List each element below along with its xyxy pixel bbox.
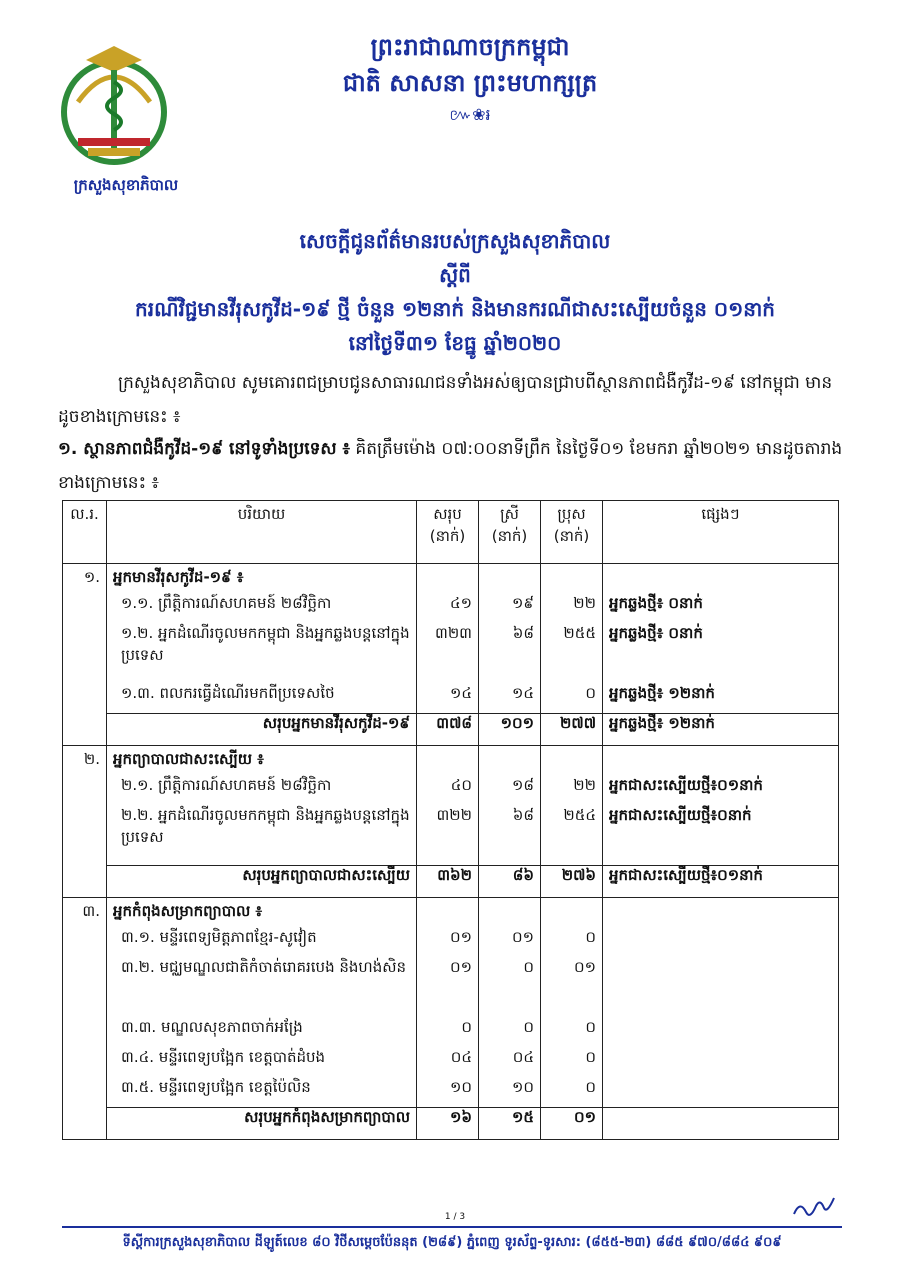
- title-line-2: ស្តីពី: [439, 263, 471, 287]
- row-description: ៣.១. មន្ទីរពេទ្យមិត្តភាពខ្មែរ-សូវៀត: [107, 928, 417, 958]
- row-other: [603, 1048, 839, 1078]
- row-other: អ្នកឆ្លងថ្មី៖ ០នាក់: [603, 594, 839, 624]
- table-total-row: [63, 1108, 839, 1140]
- total-other: [603, 1108, 839, 1140]
- table-row: [63, 1078, 839, 1108]
- row-female: ១៩: [479, 594, 541, 624]
- row-total: ៤១: [417, 594, 479, 624]
- row-total: ៤០: [417, 776, 479, 806]
- ministry-logo-icon: [58, 42, 170, 170]
- row-male: ០១: [541, 958, 603, 1018]
- total-male: ២៧៦: [541, 866, 603, 898]
- row-female: ០១: [479, 928, 541, 958]
- covid-status-table: [62, 500, 839, 1140]
- table-row: [63, 928, 839, 958]
- table-row: [63, 806, 839, 866]
- total-female: ១០១: [479, 714, 541, 746]
- row-total: ១៤: [417, 684, 479, 714]
- table-header-row: [63, 501, 839, 564]
- kingdom-heading: ព្រះរាជាណាចក្រកម្ពុជា: [370, 33, 570, 61]
- total-label: សរុបអ្នកព្យាបាលជាសះស្បើយ: [107, 866, 417, 898]
- group-title: អ្នកកំពុងសម្រាកព្យាបាល ៖: [107, 898, 417, 928]
- row-total: ១០: [417, 1078, 479, 1108]
- title-line-4: នៅថ្ងៃទី៣១ ខែធ្នូ ឆ្នាំ២០២០: [348, 331, 562, 355]
- ornament: ៚❀៛: [449, 105, 491, 124]
- table-group-row: [63, 746, 839, 776]
- group-number: ១.: [63, 564, 107, 594]
- col-header-male: ប្រុស (នាក់): [541, 501, 603, 564]
- row-male: ២២: [541, 776, 603, 806]
- table-row: [63, 1048, 839, 1078]
- row-other: អ្នកជាសះស្បើយថ្មី៖០នាក់: [603, 806, 839, 866]
- section-1-text: គិតត្រឹមម៉ោង ០៧:០០នាទីព្រឹក នៃថ្ងៃទី០១ ខែមករា ឆ្នាំ២០២១ មានដូចតារាងខាងក្រោមនេះ ៖: [58, 439, 843, 493]
- footer-divider: [62, 1226, 842, 1228]
- row-total: ០១: [417, 928, 479, 958]
- row-female: ៦៨: [479, 624, 541, 684]
- row-other: អ្នកឆ្លងថ្មី៖ ១២នាក់: [603, 684, 839, 714]
- row-female: ០: [479, 958, 541, 1018]
- row-total: ០: [417, 1018, 479, 1048]
- title-line-1: សេចក្តីជូនព័ត៌មានរបស់ក្រសួងសុខាភិបាល: [299, 229, 611, 253]
- row-male: ២២: [541, 594, 603, 624]
- total-total: ៣៧៨: [417, 714, 479, 746]
- table-row: [63, 684, 839, 714]
- row-male: ០: [541, 1078, 603, 1108]
- intro-paragraph: ក្រសួងសុខាភិបាល សូមគោរពជម្រាបជូនសាធារណជនទាំងអស់ឲ្យបានជ្រាបពីស្ថានភាពជំងឺកូវីដ-១៩ នៅកម្ពុជា មានដូចខាងក្រោមនេះ ៖: [58, 373, 833, 427]
- total-male: ២៧៧: [541, 714, 603, 746]
- col-header-no: ល.រ.: [63, 501, 107, 564]
- table-row: [63, 624, 839, 684]
- total-total: ១៦: [417, 1108, 479, 1140]
- total-male: ០១: [541, 1108, 603, 1140]
- group-number: ៣.: [63, 898, 107, 928]
- table-group-row: [63, 898, 839, 928]
- row-description: ៣.៥. មន្ទីរពេទ្យបង្អែក ខេត្តប៉ៃលិន: [107, 1078, 417, 1108]
- group-title: អ្នកព្យាបាលជាសះស្បើយ ៖: [107, 746, 417, 776]
- total-female: ១៥: [479, 1108, 541, 1140]
- table-total-row: [63, 866, 839, 898]
- row-description: ២.២. អ្នកដំណើរចូលមកកម្ពុជា និងអ្នកឆ្លងបន្តនៅក្នុងប្រទេស: [107, 806, 417, 866]
- table-row: [63, 594, 839, 624]
- row-description: ៣.២. មជ្ឈមណ្ឌលជាតិកំចាត់រោគរបេង និងហង់សិន: [107, 958, 417, 1018]
- row-male: ០: [541, 1018, 603, 1048]
- row-total: ០៤: [417, 1048, 479, 1078]
- row-description: ១.៣. ពលករធ្វើដំណើរមកពីប្រទេសថៃ: [107, 684, 417, 714]
- table-total-row: [63, 714, 839, 746]
- row-female: ១០: [479, 1078, 541, 1108]
- row-description: ៣.៤. មន្ទីរពេទ្យបង្អែក ខេត្តបាត់ដំបង: [107, 1048, 417, 1078]
- table-group-row: [63, 564, 839, 594]
- col-header-desc: បរិយាយ: [107, 501, 417, 564]
- row-other: [603, 1018, 839, 1048]
- total-label: សរុបអ្នកកំពុងសម្រាកព្យាបាល: [107, 1108, 417, 1140]
- row-total: ៣២៣: [417, 624, 479, 684]
- ministry-name: ក្រសួងសុខាភិបាល: [73, 176, 179, 194]
- total-label: សរុបអ្នកមានវីរុសកូវីដ-១៩: [107, 714, 417, 746]
- signature-icon: [790, 1196, 840, 1222]
- row-male: ០: [541, 1048, 603, 1078]
- row-other: [603, 958, 839, 1018]
- col-header-female: ស្រី (នាក់): [479, 501, 541, 564]
- total-total: ៣៦២: [417, 866, 479, 898]
- row-other: [603, 1078, 839, 1108]
- row-other: [603, 928, 839, 958]
- row-female: ០: [479, 1018, 541, 1048]
- table-body: [63, 564, 839, 1140]
- table-row: [63, 958, 839, 1018]
- table-row: [63, 1018, 839, 1048]
- page-number: 1 / 3: [444, 1212, 466, 1222]
- row-male: ០: [541, 928, 603, 958]
- row-total: ៣២២: [417, 806, 479, 866]
- row-other: អ្នកឆ្លងថ្មី៖ ០នាក់: [603, 624, 839, 684]
- row-description: ១.១. ព្រឹត្តិការណ៍សហគមន៍ ២៨វិច្ឆិកា: [107, 594, 417, 624]
- row-description: ២.១. ព្រឹត្តិការណ៍សហគមន៍ ២៨វិច្ឆិកា: [107, 776, 417, 806]
- row-female: ៦៨: [479, 806, 541, 866]
- row-female: ១៤: [479, 684, 541, 714]
- section-1-paragraph: [58, 432, 848, 500]
- group-title: អ្នកមានវីរុសកូវីដ-១៩ ៖: [107, 564, 417, 594]
- total-female: ៨៦: [479, 866, 541, 898]
- row-male: ២៥៤: [541, 806, 603, 866]
- national-motto: ជាតិ សាសនា ព្រះមហាក្សត្រ: [342, 69, 598, 97]
- col-header-other: ផ្សេងៗ: [603, 501, 839, 564]
- title-line-3: ករណីវិជ្ជមានវីរុសកូវីដ-១៩ ថ្មី ចំនួន ១២នាក់ និងមានករណីជាសះស្បើយចំនួន ០១នាក់: [135, 297, 775, 321]
- row-description: ១.២. អ្នកដំណើរចូលមកកម្ពុជា និងអ្នកឆ្លងបន្តនៅក្នុងប្រទេស: [107, 624, 417, 684]
- row-other: អ្នកជាសះស្បើយថ្មី៖០១នាក់: [603, 776, 839, 806]
- row-description: ៣.៣. មណ្ឌលសុខភាពចាក់អង្រែ: [107, 1018, 417, 1048]
- table-row: [63, 776, 839, 806]
- row-male: ២៥៥: [541, 624, 603, 684]
- footer-address: ទីស្តីការក្រសួងសុខាភិបាល ដីឡូត៍លេខ ៨០ វិថីសម្តេចប៉ែននុត (២៨៩) ភ្នំពេញ ទូរស័ព្ទ-ទូរសារ: (៨៥៥-២៣) ៨៨៥ ៩៧០/៨៨៤ ៩០៩: [122, 1235, 782, 1250]
- section-1-heading: ១. ស្ថានភាពជំងឺកូវីដ-១៩ នៅទូទាំងប្រទេស ៖: [58, 439, 350, 459]
- total-other: អ្នកជាសះស្បើយថ្មី៖០១នាក់: [603, 866, 839, 898]
- row-total: ០១: [417, 958, 479, 1018]
- col-header-total: សរុប (នាក់): [417, 501, 479, 564]
- row-male: ០: [541, 684, 603, 714]
- total-other: អ្នកឆ្លងថ្មី៖ ១២នាក់: [603, 714, 839, 746]
- row-female: ១៨: [479, 776, 541, 806]
- group-number: ២.: [63, 746, 107, 776]
- row-female: ០៤: [479, 1048, 541, 1078]
